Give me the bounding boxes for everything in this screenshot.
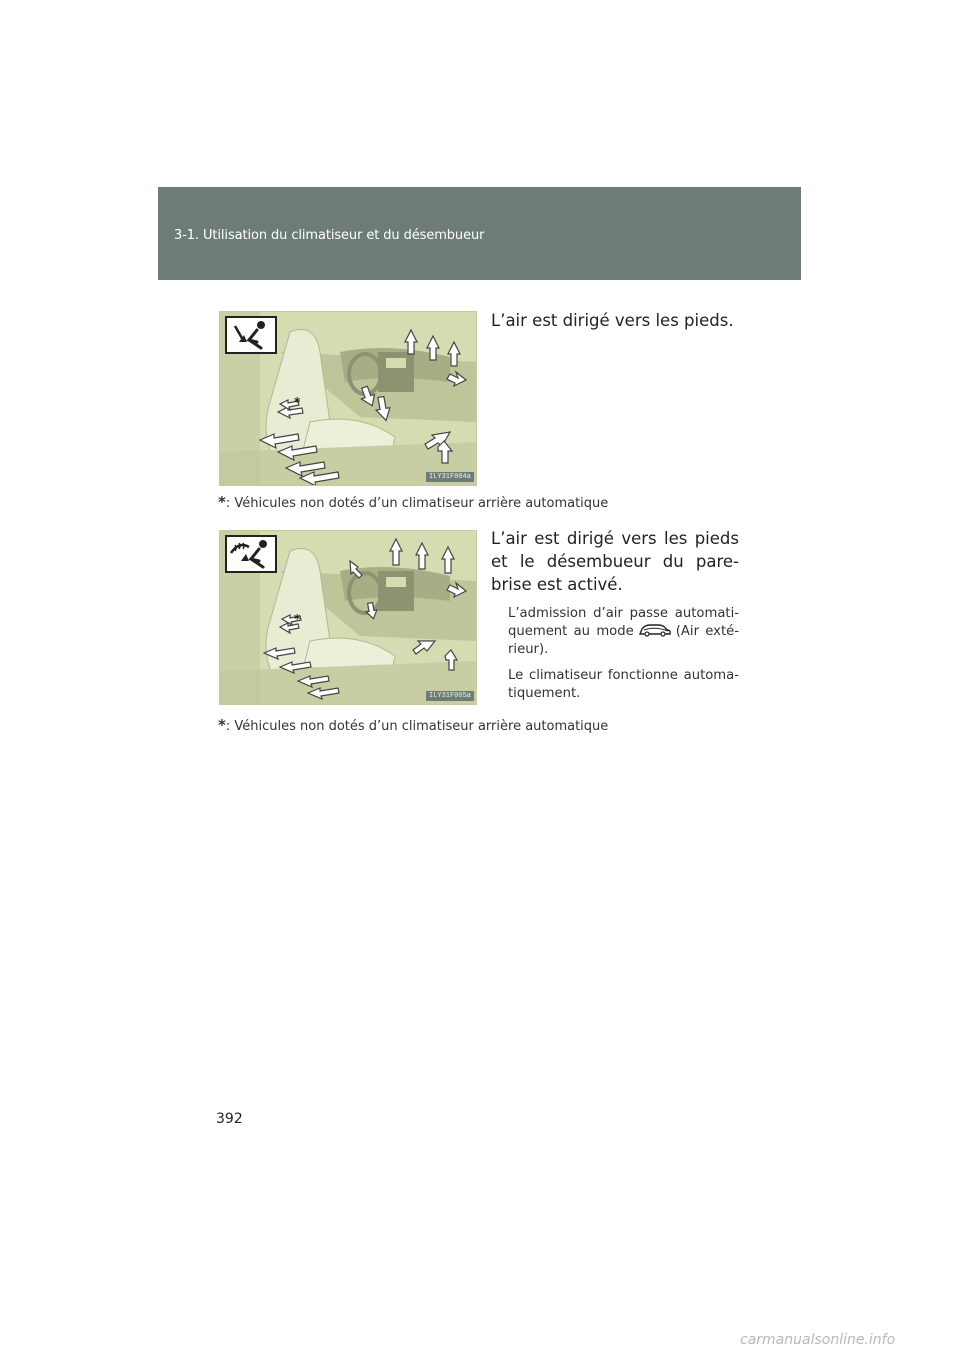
airflow-figure-feet <box>219 311 477 486</box>
figure-code: ILY31F004a <box>426 472 474 482</box>
airflow-feet-defrost-icon <box>225 535 277 573</box>
outside-air-car-icon <box>638 623 672 637</box>
footnote-rear-climate <box>218 716 608 734</box>
footnote-star: * <box>218 493 226 511</box>
footnote-rear-climate <box>218 493 608 511</box>
airflow-figure-feet-defrost <box>219 530 477 705</box>
svg-text:*: * <box>294 395 301 409</box>
air-intake-note <box>508 605 739 659</box>
mode-description-feet-defrost: L’air est dirigé vers les pieds et le désembueur du pare-brise est activé. <box>491 529 739 594</box>
air-intake-note-after: (Air exté-rieur). <box>508 624 739 657</box>
watermark: carmanualsonline.info <box>740 1332 896 1348</box>
airflow-feet-icon <box>225 316 277 354</box>
figure-code: ILY31F005a <box>426 691 474 701</box>
footnote-text: : Véhicules non dotés d’un climatiseur arrière automatique <box>225 719 609 734</box>
svg-text:*: * <box>294 612 301 626</box>
air-intake-note-before: L’admission d’air passe automati-quement au mode <box>508 606 739 639</box>
auto-operation-note: Le climatiseur fonctionne automa-tiquement. <box>508 668 739 701</box>
section-header <box>158 187 801 280</box>
section-title: 3-1. Utilisation du climatiseur et du désembueur <box>174 228 485 243</box>
page-number: 392 <box>216 1111 243 1127</box>
footnote-star: * <box>218 716 226 734</box>
footnote-text: : Véhicules non dotés d’un climatiseur arrière automatique <box>225 496 609 511</box>
mode-description-feet: L’air est dirigé vers les pieds. <box>491 311 734 330</box>
